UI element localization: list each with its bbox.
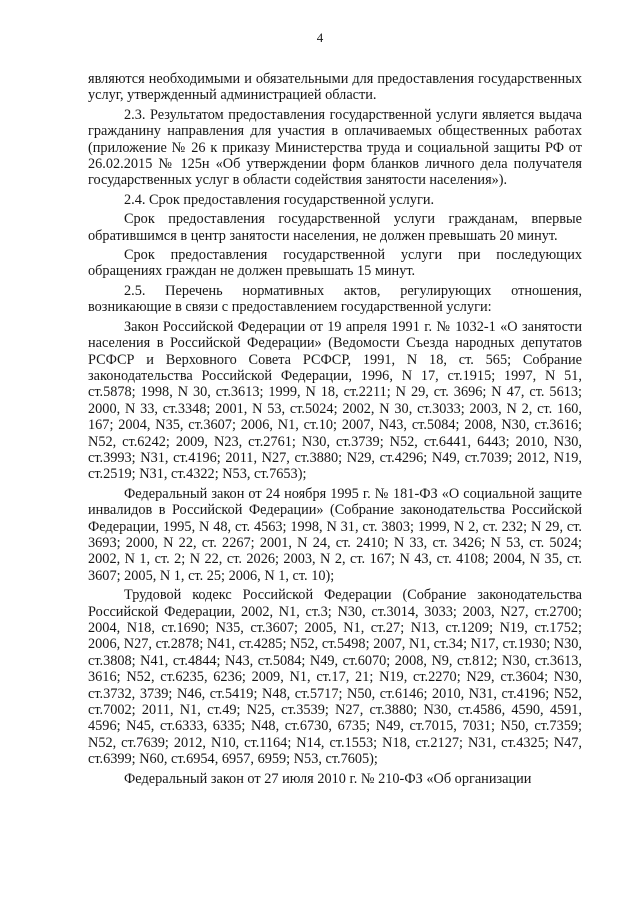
paragraph-required-services-continued: являются необходимыми и обязательными для предоставления государственных услуг, утвержденный администрацией области. — [88, 71, 582, 104]
paragraph-2-4-term-heading: 2.4. Срок предоставления государственной услуги. — [124, 191, 435, 208]
page-number: 4 — [316, 30, 324, 45]
paragraph-2-5-legal-acts: 2.5. Перечень нормативных актов, регулирующих отношения, возникающие в связи с предоставлением государственной услуги: — [88, 282, 582, 316]
paragraph-employment-law: Закон Российской Федерации от 19 апреля 1991 г. № 1032-1 «О занятости населения в Российской Федерации» (Ведомости Съезда народных депутатов РСФСР и Верховного Совета РСФСР, 1991, N 18, ст. 565; Собрание законодательства Российской Федерации, 1996, N 17, ст.1915; 1997, N 51, ст.5878; 1998, N 30, ст.3613; 1999, N 18, ст.2211; N 29, ст. 3696; N 47, ст. 5613; 2000, N 33, ст.3348; 2001, N 53, ст.5024; 2002, N 30, ст.3033; 2003, N 2, ст. 160, 167; 2004, N35, ст.3607; 2006, N1, ст.10; 2007, N43, ст.5084; 2008, N30, ст.3616; N52, ст.6242; 2009, N23, ст.2761; N30, ст.3739; N52, ст.6441, 6443; 2010, N30, ст.3993; N31, ст.4196; 2011, N27, ст.3880; N29, ст.4296; N49, ст.7039; 2012, N19, ст.2519; N31, ст.4322; N53, ст.7653); — [88, 318, 582, 483]
paragraph-repeat-visit-term: Срок предоставления государственной услуги при последующих обращениях граждан не должен превышать 15 минут. — [88, 247, 582, 280]
paragraph-labour-code: Трудовой кодекс Российской Федерации (Собрание законодательства Российской Федерации, 2002, N1, ст.3; N30, ст.3014, 3033; 2003, N27, ст.2700; 2004, N18, ст.1690; N35, ст.3607; 2005, N1, ст.27; N13, ст.1209; N19, ст.1752; 2006, N27, ст.2878; N41, ст.4285; N52, ст.5498; 2007, N1, ст.34; N17, ст.1930; N30, ст.3808; N41, ст.4844; N43, ст.5084; N49, ст.6070; 2008, N9, ст.812; N30, ст.3613, 3616; N52, ст.6235, 6236; 2009, N1, ст.17, 21; N19, ст.2270; N29, ст.3604; N30, ст.3732, 3739; N46, ст.5419; N48, ст.5717; N50, ст.6146; 2010, N31, ст.4196; N52, ст.7002; 2011, N1, ст.49; N25, ст.3539; N27, ст.3880; N30, ст.4586, 4590, 4591, 4596; N45, ст.6333, 6335; N48, ст.6730, 6735; N49, ст.7015, 7031; N50, ст.7359; N52, ст.7639; 2012, N10, ст.1164; N14, ст.1553; N18, ст.2127; N31, ст.4325; N47, ст.6399; N60, ст.6954, 6957, 6959; N53, ст.7605); — [88, 587, 582, 768]
document-body — [88, 71, 582, 787]
paragraph-federal-law-210: Федеральный закон от 27 июля 2010 г. № 210-ФЗ «Об организации — [124, 770, 532, 787]
paragraph-2-3-result: 2.3. Результатом предоставления государственной услуги является выдача гражданину направления для участия в оплачиваемых общественных работах (приложение № 26 к приказу Министерства труда и социальной защиты РФ от 26.02.2015 № 125н «Об утверждении форм бланков личного дела получателя государственных услуг в области содействия занятости населения»). — [88, 106, 582, 189]
paragraph-disabled-protection-law: Федеральный закон от 24 ноября 1995 г. № 181-ФЗ «О социальной защите инвалидов в Российской Федерации» (Собрание законодательства Российской Федерации, 1995, N 48, ст. 4563; 1998, N 31, ст. 3803; 1999, N 2, ст. 232; N 29, ст. 3693; 2000, N 22, ст. 2267; 2001, N 24, ст. 2410; N 33, ст. 3426; N 53, ст. 5024; 2002, N 1, ст. 2; N 22, ст. 2026; 2003, N 2, ст. 167; N 43, ст. 4108; 2004, N 35, ст. 3607; 2005, N 1, ст. 25; 2006, N 1, ст. 10); — [88, 485, 582, 584]
paragraph-first-visit-term: Срок предоставления государственной услуги гражданам, впервые обратившимся в центр занятости населения, не должен превышать 20 минут. — [88, 211, 582, 244]
